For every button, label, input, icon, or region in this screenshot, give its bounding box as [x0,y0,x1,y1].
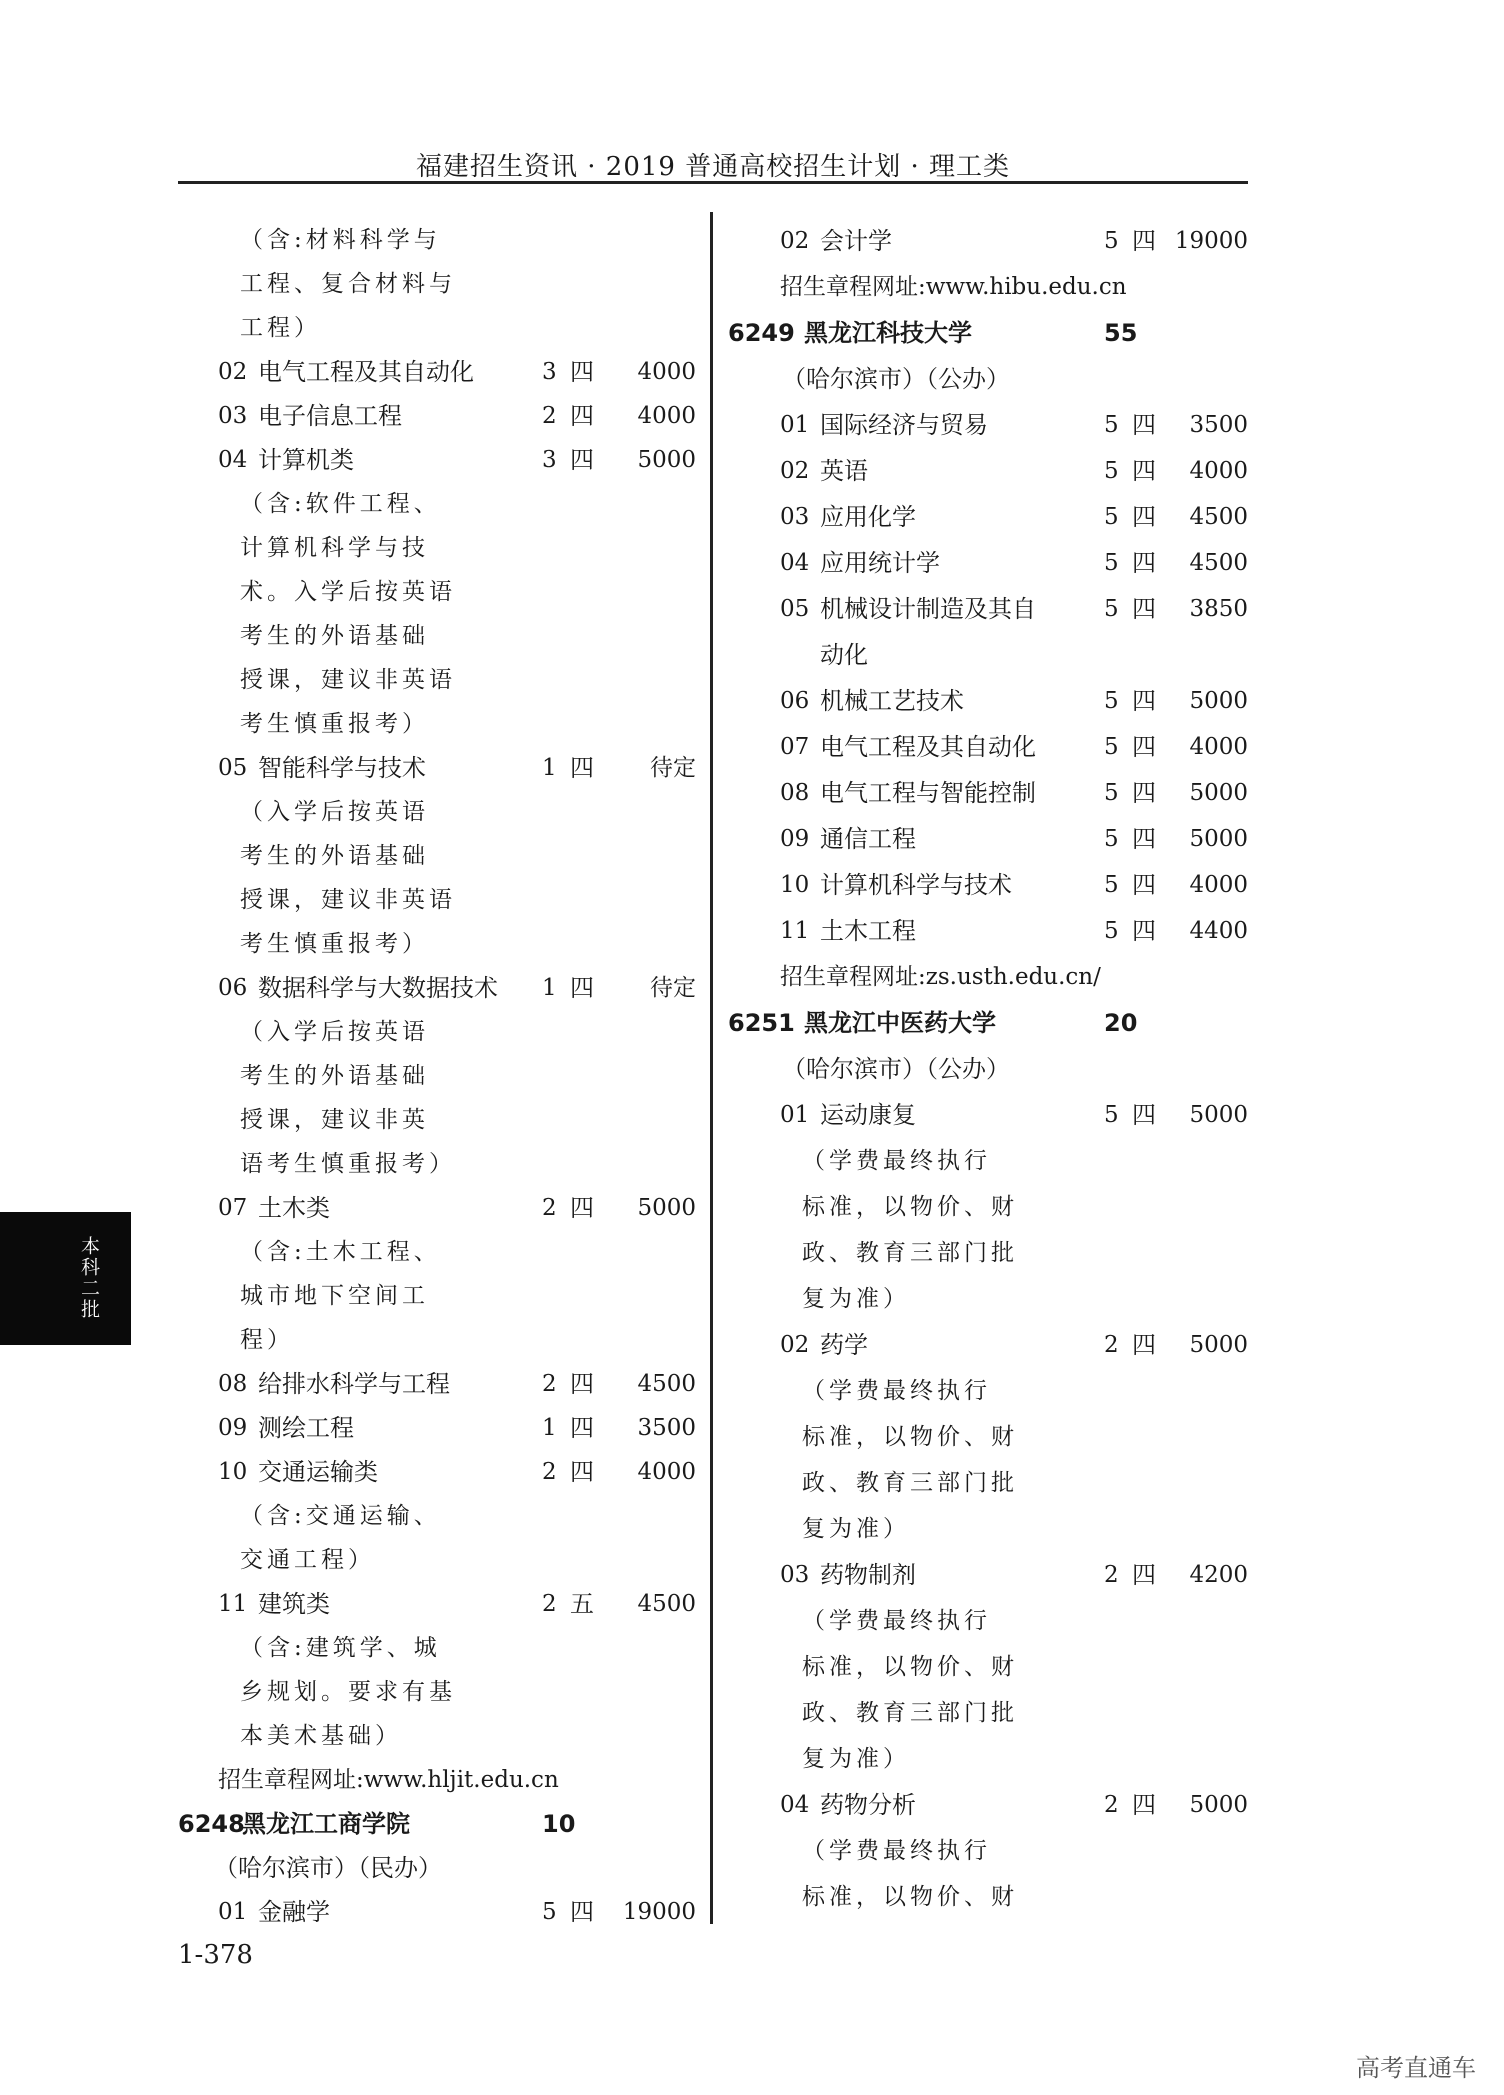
major-name: 智能科学与技术 [258,754,426,782]
major-code: 07 [218,1195,248,1221]
major-code: 08 [218,1371,248,1397]
plan-count: 5 [1104,550,1119,576]
major-row [728,862,1248,908]
note-text: （含:建筑学、城 [240,1635,441,1661]
major-note [178,1670,698,1714]
note-text: 本美术基础） [240,1723,402,1749]
major-row [728,1782,1248,1828]
admission-url: www.hibu.edu.cn [925,274,1127,300]
major-row [728,1552,1248,1598]
major-name: 交通运输类 [258,1458,378,1486]
major-code: 08 [780,780,810,806]
major-row [178,1890,698,1934]
tuition-fee: 4000 [1189,734,1248,760]
note-text: 授课，建议非英 [240,1107,429,1133]
plan-count: 3 [542,447,557,473]
major-row [728,586,1248,632]
major-row [728,218,1248,264]
tuition-fee: 4000 [637,359,696,385]
plan-count: 1 [542,755,557,781]
plan-count: 2 [542,1591,557,1617]
note-text: 交通工程） [240,1547,375,1573]
major-name: 金融学 [258,1898,330,1926]
tuition-fee: 待定 [650,755,696,781]
tuition-fee: 5000 [637,447,696,473]
note-text: 政、教育三部门批 [802,1470,1018,1496]
admission-url-row [178,1758,698,1802]
major-note [178,218,698,262]
major-note [178,1626,698,1670]
plan-count: 5 [1104,596,1119,622]
note-text: 考生的外语基础 [240,623,429,649]
major-note [728,1276,1248,1322]
major-note [178,1714,698,1758]
major-name: 运动康复 [820,1101,916,1129]
page-header: 福建招生资讯 · 2019 普通高校招生计划 · 理工类 [415,152,1011,182]
major-note [728,1506,1248,1552]
tuition-fee: 3500 [637,1415,696,1441]
major-code: 04 [780,550,810,576]
major-row [178,966,698,1010]
url-label: 招生章程网址: [218,1767,364,1793]
major-row [728,1092,1248,1138]
major-code: 06 [780,688,810,714]
study-years: 四 [1132,687,1156,715]
major-row [178,1582,698,1626]
major-row [728,770,1248,816]
major-code: 04 [780,1792,810,1818]
note-text: （含:交通运输、 [240,1503,441,1529]
institution-total: 10 [542,1810,576,1838]
note-text: （学费最终执行 [802,1148,991,1174]
major-name: 电气工程与智能控制 [820,779,1036,807]
note-text: 城市地下空间工 [240,1283,429,1309]
study-years: 四 [570,1370,594,1398]
note-text: （学费最终执行 [802,1838,991,1864]
major-code: 10 [780,872,810,898]
major-note [728,1414,1248,1460]
admission-url: zs.usth.edu.cn/ [925,964,1101,990]
institution-location [728,1046,1248,1092]
major-row [728,494,1248,540]
major-name: 应用化学 [820,503,916,531]
right-column [728,218,1248,1920]
major-note [178,834,698,878]
major-note [728,1184,1248,1230]
major-note [178,262,698,306]
major-name: 药物制剂 [820,1561,916,1589]
tuition-fee: 19000 [622,1899,696,1925]
plan-count: 5 [1104,688,1119,714]
plan-count: 2 [542,1371,557,1397]
note-text: 工程、复合材料与 [240,271,456,297]
continued-text: 动化 [820,641,868,669]
left-column [178,218,698,1934]
admission-url-row [728,264,1248,310]
plan-count: 2 [542,1195,557,1221]
tuition-fee: 4500 [637,1371,696,1397]
note-text: 标准，以物价、财 [802,1194,1018,1220]
study-years: 四 [1132,1331,1156,1359]
note-text: （含:材料科学与 [240,227,441,253]
major-code: 01 [780,412,810,438]
major-code: 11 [218,1591,248,1617]
study-years: 四 [1132,503,1156,531]
major-note [178,482,698,526]
major-note [178,1142,698,1186]
major-name: 应用统计学 [820,549,940,577]
major-note [178,922,698,966]
major-code: 10 [218,1459,248,1485]
major-note [178,526,698,570]
institution-row [178,1802,698,1846]
study-years: 四 [1132,549,1156,577]
major-code: 09 [780,826,810,852]
major-note [178,1010,698,1054]
major-note [178,1538,698,1582]
major-name: 通信工程 [820,825,916,853]
plan-count: 5 [1104,1102,1119,1128]
note-text: 计算机科学与技 [240,535,429,561]
study-years: 四 [570,402,594,430]
note-text: 政、教育三部门批 [802,1240,1018,1266]
tuition-fee: 3850 [1189,596,1248,622]
tuition-fee: 4000 [637,403,696,429]
major-row [728,402,1248,448]
major-row [728,724,1248,770]
study-years: 四 [1132,595,1156,623]
major-code: 03 [218,403,248,429]
plan-count: 1 [542,975,557,1001]
major-note [728,1138,1248,1184]
plan-count: 5 [1104,458,1119,484]
study-years: 四 [1132,411,1156,439]
tuition-fee: 4500 [1189,504,1248,530]
major-note [178,1230,698,1274]
plan-count: 5 [542,1899,557,1925]
admission-url-line [780,264,1127,310]
plan-count: 2 [542,1459,557,1485]
note-text: 考生的外语基础 [240,843,429,869]
major-code: 11 [780,918,810,944]
institution-total: 55 [1104,319,1138,347]
major-name: 药物分析 [820,1791,916,1819]
major-row [178,1362,698,1406]
note-text: （入学后按英语 [240,799,429,825]
major-note [178,1318,698,1362]
note-text: 复为准） [802,1286,910,1312]
major-row [728,678,1248,724]
note-text: 标准，以物价、财 [802,1654,1018,1680]
major-code: 05 [218,755,248,781]
major-name: 电子信息工程 [258,402,402,430]
institution-code: 6249 [728,319,795,347]
major-name: 机械设计制造及其自 [820,595,1036,623]
major-note [178,614,698,658]
study-years: 四 [1132,871,1156,899]
tuition-fee: 5000 [1189,780,1248,806]
location-text: （哈尔滨市）（公办） [782,365,1010,393]
major-name: 测绘工程 [258,1414,354,1442]
major-row [728,816,1248,862]
column-divider [710,212,713,1924]
study-years: 四 [1132,779,1156,807]
study-years: 四 [570,1414,594,1442]
major-note [728,1736,1248,1782]
major-note [178,658,698,702]
note-text: 复为准） [802,1746,910,1772]
note-text: 工程） [240,315,321,341]
major-code: 05 [780,596,810,622]
note-text: 语考生慎重报考） [240,1151,456,1177]
note-text: （入学后按英语 [240,1019,429,1045]
note-text: 授课，建议非英语 [240,667,456,693]
major-row [728,448,1248,494]
major-note [728,1460,1248,1506]
institution-name: 黑龙江工商学院 [242,1810,410,1838]
study-years: 四 [570,1898,594,1926]
note-text: 乡规划。要求有基 [240,1679,456,1705]
side-tab-label: 本科二批 [78,1236,100,1320]
tuition-fee: 5000 [1189,826,1248,852]
plan-count: 5 [1104,734,1119,760]
major-name: 土木类 [258,1194,330,1222]
note-text: 标准，以物价、财 [802,1884,1018,1910]
institution-location [178,1846,698,1890]
major-name: 国际经济与贸易 [820,411,988,439]
study-years: 四 [570,1458,594,1486]
note-text: （学费最终执行 [802,1608,991,1634]
plan-count: 5 [1104,872,1119,898]
study-years: 四 [570,446,594,474]
major-row [178,1186,698,1230]
major-note [728,1598,1248,1644]
major-name: 给排水科学与工程 [258,1370,450,1398]
tuition-fee: 5000 [1189,1792,1248,1818]
major-note [728,1230,1248,1276]
tuition-fee: 19000 [1174,228,1248,254]
admission-url: www.hljit.edu.cn [363,1767,559,1793]
note-text: 考生慎重报考） [240,931,429,957]
tuition-fee: 5000 [1189,688,1248,714]
institution-total: 20 [1104,1009,1138,1037]
tuition-fee: 4000 [637,1459,696,1485]
major-name-continued [728,632,1248,678]
study-years: 四 [1132,1561,1156,1589]
major-note [728,1368,1248,1414]
major-note [178,306,698,350]
location-text: （哈尔滨市）（民办） [214,1854,442,1882]
major-name: 土木工程 [820,917,916,945]
plan-count: 2 [1104,1332,1119,1358]
admission-url-line [218,1758,559,1802]
major-code: 02 [780,1332,810,1358]
institution-code: 6248 [178,1810,245,1838]
major-note [178,570,698,614]
major-name: 计算机类 [258,446,354,474]
study-years: 四 [1132,1791,1156,1819]
plan-count: 5 [1104,826,1119,852]
plan-count: 2 [1104,1792,1119,1818]
page-number: 1-378 [178,1940,253,1970]
plan-count: 5 [1104,412,1119,438]
note-text: 考生的外语基础 [240,1063,429,1089]
major-name: 会计学 [820,227,892,255]
institution-name: 黑龙江中医药大学 [804,1009,996,1037]
note-text: 考生慎重报考） [240,711,429,737]
tuition-fee: 4500 [637,1591,696,1617]
plan-count: 1 [542,1415,557,1441]
major-row [178,1450,698,1494]
tuition-fee: 4500 [1189,550,1248,576]
major-note [728,1828,1248,1874]
note-text: 复为准） [802,1516,910,1542]
tuition-fee: 待定 [650,975,696,1001]
plan-count: 2 [542,403,557,429]
major-code: 06 [218,975,248,1001]
institution-row [728,1000,1248,1046]
watermark: 高考直通车 [1356,2054,1476,2082]
study-years: 四 [570,358,594,386]
tuition-fee: 4400 [1189,918,1248,944]
study-years: 四 [570,974,594,1002]
study-years: 四 [570,1194,594,1222]
tuition-fee: 5000 [637,1195,696,1221]
url-label: 招生章程网址: [780,964,926,990]
plan-count: 3 [542,359,557,385]
major-row [178,1406,698,1450]
note-text: 政、教育三部门批 [802,1700,1018,1726]
tuition-fee: 4000 [1189,458,1248,484]
major-code: 02 [218,359,248,385]
note-text: 程） [240,1327,294,1353]
major-row [178,438,698,482]
major-note [178,1098,698,1142]
plan-count: 5 [1104,504,1119,530]
study-years: 四 [1132,733,1156,761]
institution-name: 黑龙江科技大学 [804,319,972,347]
study-years: 四 [1132,917,1156,945]
study-years: 四 [1132,227,1156,255]
major-name: 建筑类 [258,1590,330,1618]
admission-url-row [728,954,1248,1000]
major-note [178,1494,698,1538]
location-text: （哈尔滨市）（公办） [782,1055,1010,1083]
study-years: 五 [570,1590,594,1618]
major-code: 09 [218,1415,248,1441]
major-row [178,394,698,438]
study-years: 四 [1132,1101,1156,1129]
major-row [178,350,698,394]
tuition-fee: 5000 [1189,1102,1248,1128]
major-name: 计算机科学与技术 [820,871,1012,899]
major-note [728,1874,1248,1920]
note-text: 授课，建议非英语 [240,887,456,913]
note-text: （含:土木工程、 [240,1239,441,1265]
note-text: 术。入学后按英语 [240,579,456,605]
major-row [728,1322,1248,1368]
tuition-fee: 4200 [1189,1562,1248,1588]
major-code: 03 [780,1562,810,1588]
plan-count: 5 [1104,780,1119,806]
major-note [178,790,698,834]
major-row [728,540,1248,586]
header-rule [178,181,1248,184]
study-years: 四 [1132,825,1156,853]
major-name: 机械工艺技术 [820,687,964,715]
note-text: （学费最终执行 [802,1378,991,1404]
major-row [178,746,698,790]
admission-url-line [780,954,1101,1000]
institution-code: 6251 [728,1009,795,1037]
major-note [178,878,698,922]
major-note [178,1054,698,1098]
institution-location [728,356,1248,402]
major-note [728,1690,1248,1736]
tuition-fee: 3500 [1189,412,1248,438]
major-code: 03 [780,504,810,530]
major-code: 02 [780,228,810,254]
major-name: 英语 [820,457,868,485]
plan-count: 5 [1104,228,1119,254]
major-code: 01 [780,1102,810,1128]
plan-count: 5 [1104,918,1119,944]
note-text: 标准，以物价、财 [802,1424,1018,1450]
tuition-fee: 4000 [1189,872,1248,898]
note-text: （含:软件工程、 [240,491,441,517]
tuition-fee: 5000 [1189,1332,1248,1358]
major-name: 电气工程及其自动化 [258,358,474,386]
major-code: 02 [780,458,810,484]
plan-count: 2 [1104,1562,1119,1588]
section-side-tab [0,1212,131,1345]
major-code: 04 [218,447,248,473]
study-years: 四 [1132,457,1156,485]
major-note [728,1644,1248,1690]
major-note [178,1274,698,1318]
major-note [178,702,698,746]
major-name: 药学 [820,1331,868,1359]
major-code: 01 [218,1899,248,1925]
major-name: 数据科学与大数据技术 [258,974,498,1002]
url-label: 招生章程网址: [780,274,926,300]
institution-row [728,310,1248,356]
major-row [728,908,1248,954]
major-name: 电气工程及其自动化 [820,733,1036,761]
major-code: 07 [780,734,810,760]
study-years: 四 [570,754,594,782]
